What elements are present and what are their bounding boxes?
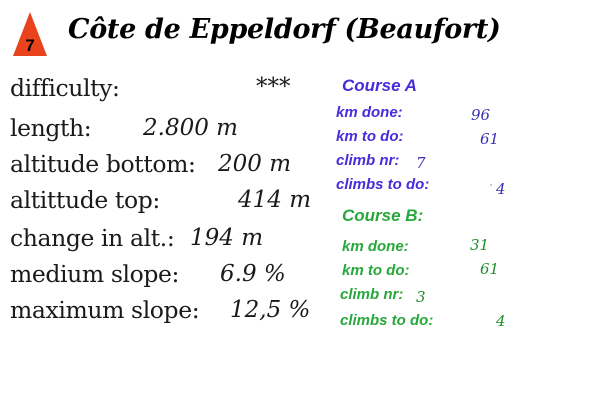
stat-change-in-altitude [10, 224, 264, 252]
badge-number: 7 [25, 36, 35, 55]
course-a-climb-nr-label: climb nr: [336, 152, 400, 169]
triangle-badge-icon [12, 10, 48, 58]
climb-number-badge [12, 10, 48, 58]
stat-medium-slope [10, 260, 286, 288]
stat-value: 200 m [218, 151, 292, 177]
stat-label: altittude top: [10, 186, 160, 214]
course-b-km-done-value: 31 [470, 236, 490, 254]
course-b-climb-nr-label: climb nr: [340, 286, 404, 303]
stat-maximum-slope [10, 296, 311, 324]
stat-difficulty [10, 74, 291, 102]
page-title: Côte de Eppeldorf (Beaufort) [68, 14, 501, 45]
stat-label: change in alt.: [10, 224, 175, 252]
stat-label: altitude bottom: [10, 150, 196, 178]
stat-value: 2.800 m [143, 115, 238, 141]
course-a-km-to-do-value: 61 [480, 130, 500, 148]
course-b-heading: Course B: [342, 206, 424, 225]
course-b-km-to-do-label: km to do: [342, 262, 410, 279]
stat-altitude-bottom [10, 150, 292, 178]
stat-label: maximum slope: [10, 296, 200, 324]
course-a-km-done-label: km done: [336, 104, 403, 121]
course-a-climb-nr-value: 7 [416, 154, 426, 172]
course-b-climbs-to-do-value: 4 [496, 312, 506, 330]
course-b-climbs-to-do-label: climbs to do: [340, 312, 434, 329]
stat-label: medium slope: [10, 260, 180, 288]
course-a-climbs-to-do-value: 4 [496, 180, 506, 198]
stat-label: difficulty: [10, 74, 120, 102]
course-a-climbs-to-do-label: climbs to do: [336, 176, 430, 193]
stat-value: 194 m [190, 225, 264, 251]
course-b-km-done-label: km done: [342, 238, 409, 255]
stat-value: *** [256, 74, 291, 100]
stat-label: length: [10, 114, 92, 142]
course-a-km-to-do-label: km to do: [336, 128, 404, 145]
stat-altitude-top [10, 186, 312, 214]
stat-value: 6.9 % [220, 261, 286, 287]
stat-value: 12,5 % [230, 297, 311, 323]
course-a-km-done-value: 96 [471, 106, 491, 124]
course-b-climb-nr-value: 3 [416, 288, 426, 306]
course-b-km-to-do-value: 61 [480, 260, 500, 278]
stat-value: 414 m [238, 187, 312, 213]
speck-dot [490, 184, 492, 186]
course-a-heading: Course A [342, 76, 417, 95]
stat-length [10, 114, 238, 142]
